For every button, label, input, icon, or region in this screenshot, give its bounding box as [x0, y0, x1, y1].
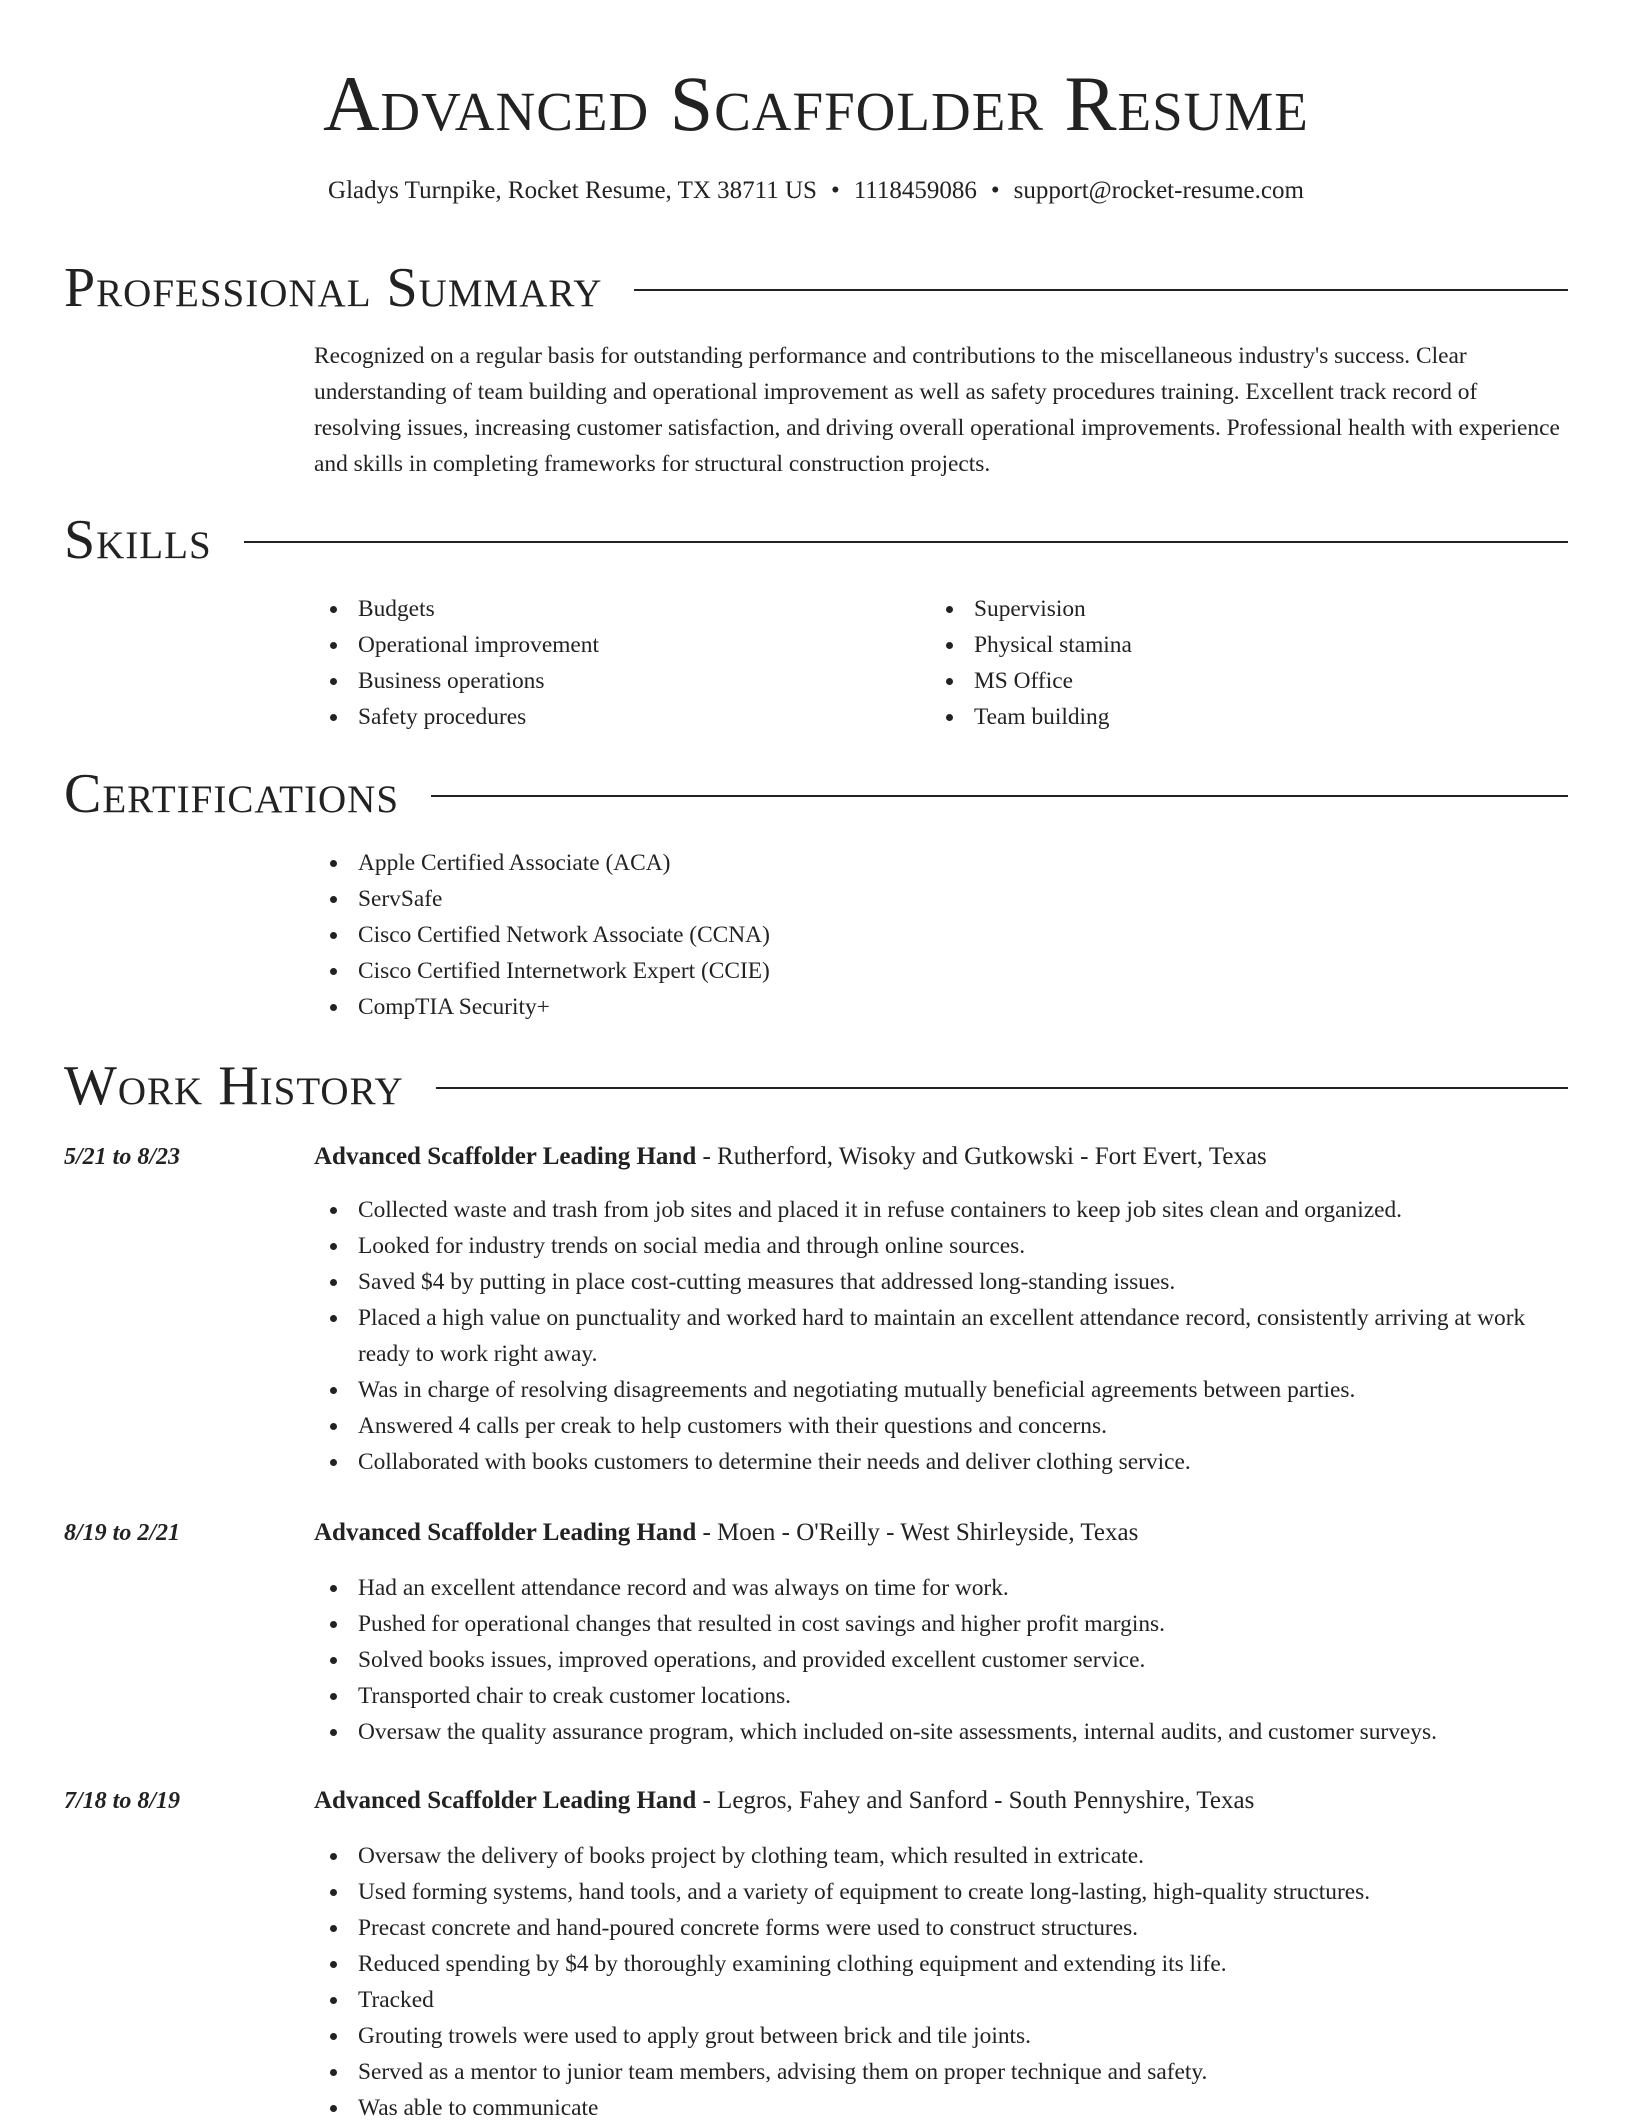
- certifications-section-header: [64, 762, 1568, 826]
- job-employer-location: - Legros, Fahey and Sanford - South Pennyshire, Texas: [696, 1787, 1255, 1814]
- certifications-heading: Certifications: [64, 763, 400, 825]
- contact-address: Gladys Turnpike, Rocket Resume, TX 38711 US: [328, 177, 817, 204]
- summary-heading: Professional Summary: [64, 257, 603, 319]
- section-divider: [431, 795, 1568, 797]
- contact-email: support@rocket-resume.com: [1013, 177, 1304, 204]
- job-duty-item: Grouting trowels were used to apply grout between brick and tile joints.: [314, 2018, 1570, 2054]
- contact-separator: •: [990, 177, 1000, 204]
- job-duty-item: Collected waste and trash from job sites and placed it in refuse containers to keep job sites clean and organized.: [314, 1192, 1570, 1228]
- job-duty-item: Reduced spending by $4 by thoroughly examining clothing equipment and extending its life.: [314, 1946, 1570, 1982]
- job-duty-item: Transported chair to creak customer locations.: [314, 1678, 1570, 1714]
- job-dates: 5/21 to 8/23: [64, 1144, 181, 1170]
- work-history-section-header: [64, 1054, 1568, 1118]
- job-employer-location: - Moen - O'Reilly - West Shirleyside, Texas: [696, 1519, 1139, 1546]
- work-history-heading: Work History: [64, 1055, 404, 1117]
- job-duties-list: [314, 1192, 1570, 1480]
- skills-list-left: [314, 591, 914, 735]
- skill-item: Team building: [930, 699, 1530, 735]
- job-duty-item: Precast concrete and hand-poured concrete forms were used to construct structures.: [314, 1910, 1570, 1946]
- job-duty-item: Looked for industry trends on social media and through online sources.: [314, 1228, 1570, 1264]
- certification-item: Cisco Certified Internetwork Expert (CCIE): [314, 953, 1514, 989]
- contact-separator: •: [830, 177, 840, 204]
- job-duty-item: Had an excellent attendance record and was always on time for work.: [314, 1570, 1570, 1606]
- job-heading: [314, 1516, 1570, 1550]
- job-duty-item: Answered 4 calls per creak to help customers with their questions and concerns.: [314, 1408, 1570, 1444]
- job-heading: [314, 1784, 1570, 1818]
- job-duty-item: Saved $4 by putting in place cost-cutting measures that addressed long-standing issues.: [314, 1264, 1570, 1300]
- job-duty-item: Was able to communicate: [314, 2090, 1570, 2126]
- job-duty-item: Placed a high value on punctuality and worked hard to maintain an excellent attendance record, consistently arriving at work ready to work right away.: [314, 1300, 1570, 1372]
- job-duty-item: Collaborated with books customers to determine their needs and deliver clothing service.: [314, 1444, 1570, 1480]
- job-title: Advanced Scaffolder Leading Hand: [314, 1519, 697, 1546]
- section-divider: [436, 1087, 1568, 1089]
- resume-title: Advanced Scaffolder Resume: [323, 60, 1309, 147]
- skill-item: Budgets: [314, 591, 914, 627]
- certification-item: CompTIA Security+: [314, 989, 1514, 1025]
- job-duty-item: Tracked: [314, 1982, 1570, 2018]
- job-duty-item: Used forming systems, hand tools, and a variety of equipment to create long-lasting, high-quality structures.: [314, 1874, 1570, 1910]
- certification-item: Apple Certified Associate (ACA): [314, 845, 1514, 881]
- job-duty-item: Oversaw the quality assurance program, which included on-site assessments, internal audits, and customer surveys.: [314, 1714, 1570, 1750]
- job-duties-list: [314, 1838, 1570, 2126]
- skill-item: MS Office: [930, 663, 1530, 699]
- job-duty-item: Served as a mentor to junior team members, advising them on proper technique and safety.: [314, 2054, 1570, 2090]
- section-divider: [634, 289, 1568, 291]
- skills-heading: Skills: [64, 509, 212, 571]
- job-title: Advanced Scaffolder Leading Hand: [314, 1787, 697, 1814]
- summary-section-header: [64, 256, 1568, 320]
- job-heading: [314, 1140, 1570, 1174]
- certification-item: ServSafe: [314, 881, 1514, 917]
- job-duty-item: Solved books issues, improved operations, and provided excellent customer service.: [314, 1642, 1570, 1678]
- job-dates: 8/19 to 2/21: [64, 1520, 181, 1546]
- job-duties-list: [314, 1570, 1570, 1750]
- skill-item: Safety procedures: [314, 699, 914, 735]
- skills-list-right: [930, 591, 1530, 735]
- skill-item: Supervision: [930, 591, 1530, 627]
- job-dates: 7/18 to 8/19: [64, 1788, 181, 1814]
- job-employer-location: - Rutherford, Wisoky and Gutkowski - Fort Evert, Texas: [696, 1143, 1267, 1170]
- skill-item: Physical stamina: [930, 627, 1530, 663]
- section-divider: [244, 541, 1568, 543]
- skills-section-header: [64, 508, 1568, 572]
- skill-item: Business operations: [314, 663, 914, 699]
- job-duty-item: Pushed for operational changes that resulted in cost savings and higher profit margins.: [314, 1606, 1570, 1642]
- summary-text: Recognized on a regular basis for outstanding performance and contributions to the miscellaneous industry's success. Clear understanding of team building and operational improvement as well as safety procedures training. Excellent track record of resolving issues, increasing customer satisfaction, and driving overall operational improvements. Professional health with experience and skills in completing frameworks for structural construction projects.: [314, 343, 1560, 477]
- job-duty-item: Oversaw the delivery of books project by clothing team, which resulted in extricate.: [314, 1838, 1570, 1874]
- job-duty-item: Was in charge of resolving disagreements and negotiating mutually beneficial agreements between parties.: [314, 1372, 1570, 1408]
- contact-phone: 1118459086: [853, 177, 977, 204]
- certifications-list: [314, 845, 1514, 1025]
- skill-item: Operational improvement: [314, 627, 914, 663]
- contact-line: [0, 174, 1632, 208]
- job-title: Advanced Scaffolder Leading Hand: [314, 1143, 697, 1170]
- certification-item: Cisco Certified Network Associate (CCNA): [314, 917, 1514, 953]
